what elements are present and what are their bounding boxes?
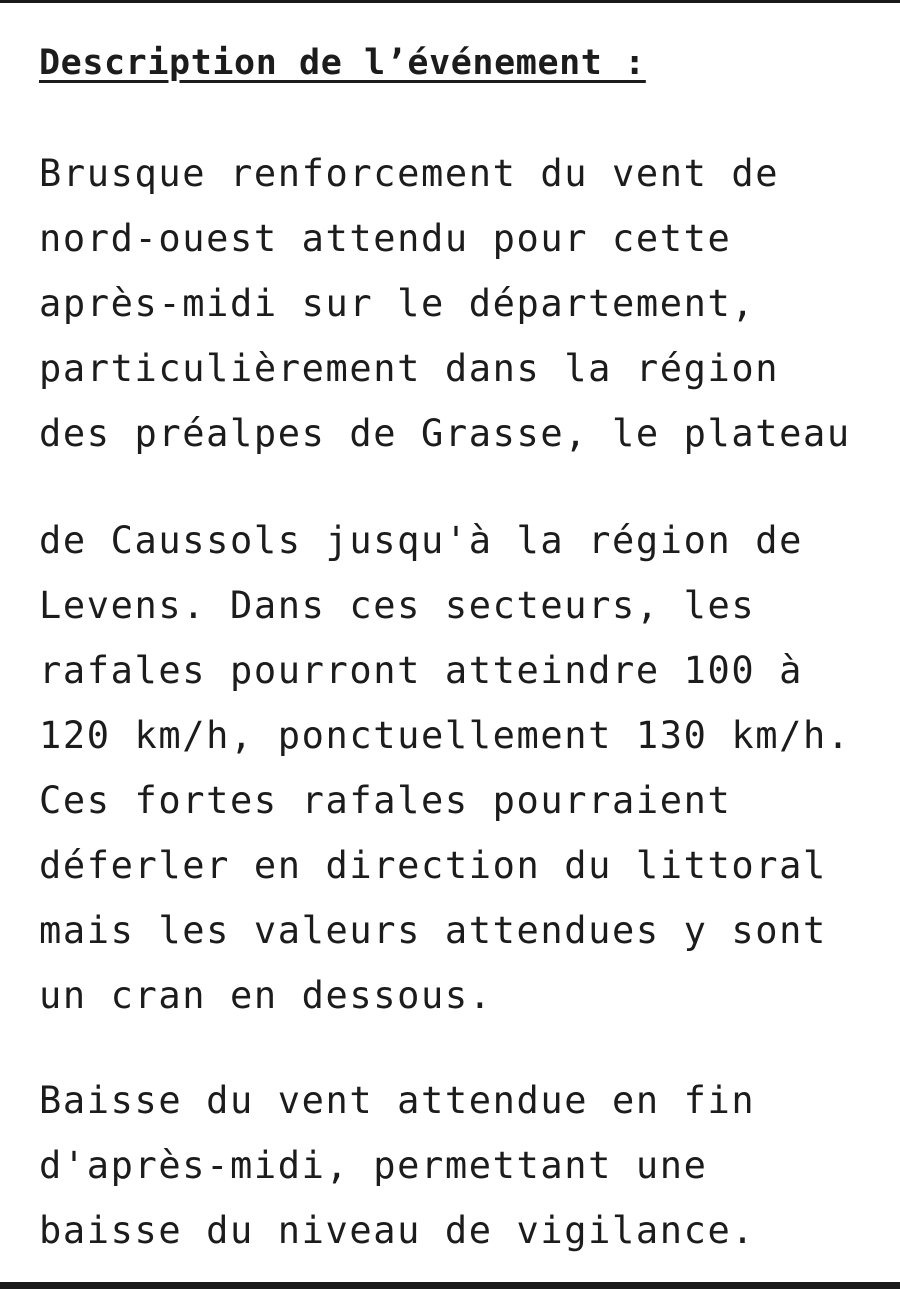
paragraph-line: un cran en dessous.	[39, 974, 493, 1017]
paragraph-line: nord-ouest attendu pour cette	[39, 217, 732, 260]
paragraph-line: rafales pourront atteindre 100 à	[39, 649, 804, 692]
paragraph-line: Levens. Dans ces secteurs, les	[39, 584, 756, 627]
paragraph-1	[39, 141, 851, 466]
paragraph-line: particulièrement dans la région	[39, 347, 780, 390]
paragraph-line: après-midi sur le département,	[39, 282, 756, 325]
paragraph-line: 120 km/h, ponctuellement 130 km/h.	[39, 714, 851, 757]
document-title: Description de l’événement :	[39, 43, 646, 83]
paragraph-line: mais les valeurs attendues y sont	[39, 909, 827, 952]
paragraph-line: d'après-midi, permettant une	[39, 1144, 708, 1187]
paragraph-line: Brusque renforcement du vent de	[39, 152, 780, 195]
paragraph-2	[39, 508, 851, 1028]
paragraph-line: baisse du niveau de vigilance.	[39, 1209, 756, 1252]
paragraph-line: déferler en direction du littoral	[39, 844, 827, 887]
paragraph-line: des préalpes de Grasse, le plateau	[39, 412, 851, 455]
paragraph-line: Baisse du vent attendue en fin	[39, 1079, 756, 1122]
paragraph-line: Ces fortes rafales pourraient	[39, 779, 732, 822]
paragraph-3	[39, 1068, 755, 1263]
paragraph-line: de Caussols jusqu'à la région de	[39, 519, 804, 562]
